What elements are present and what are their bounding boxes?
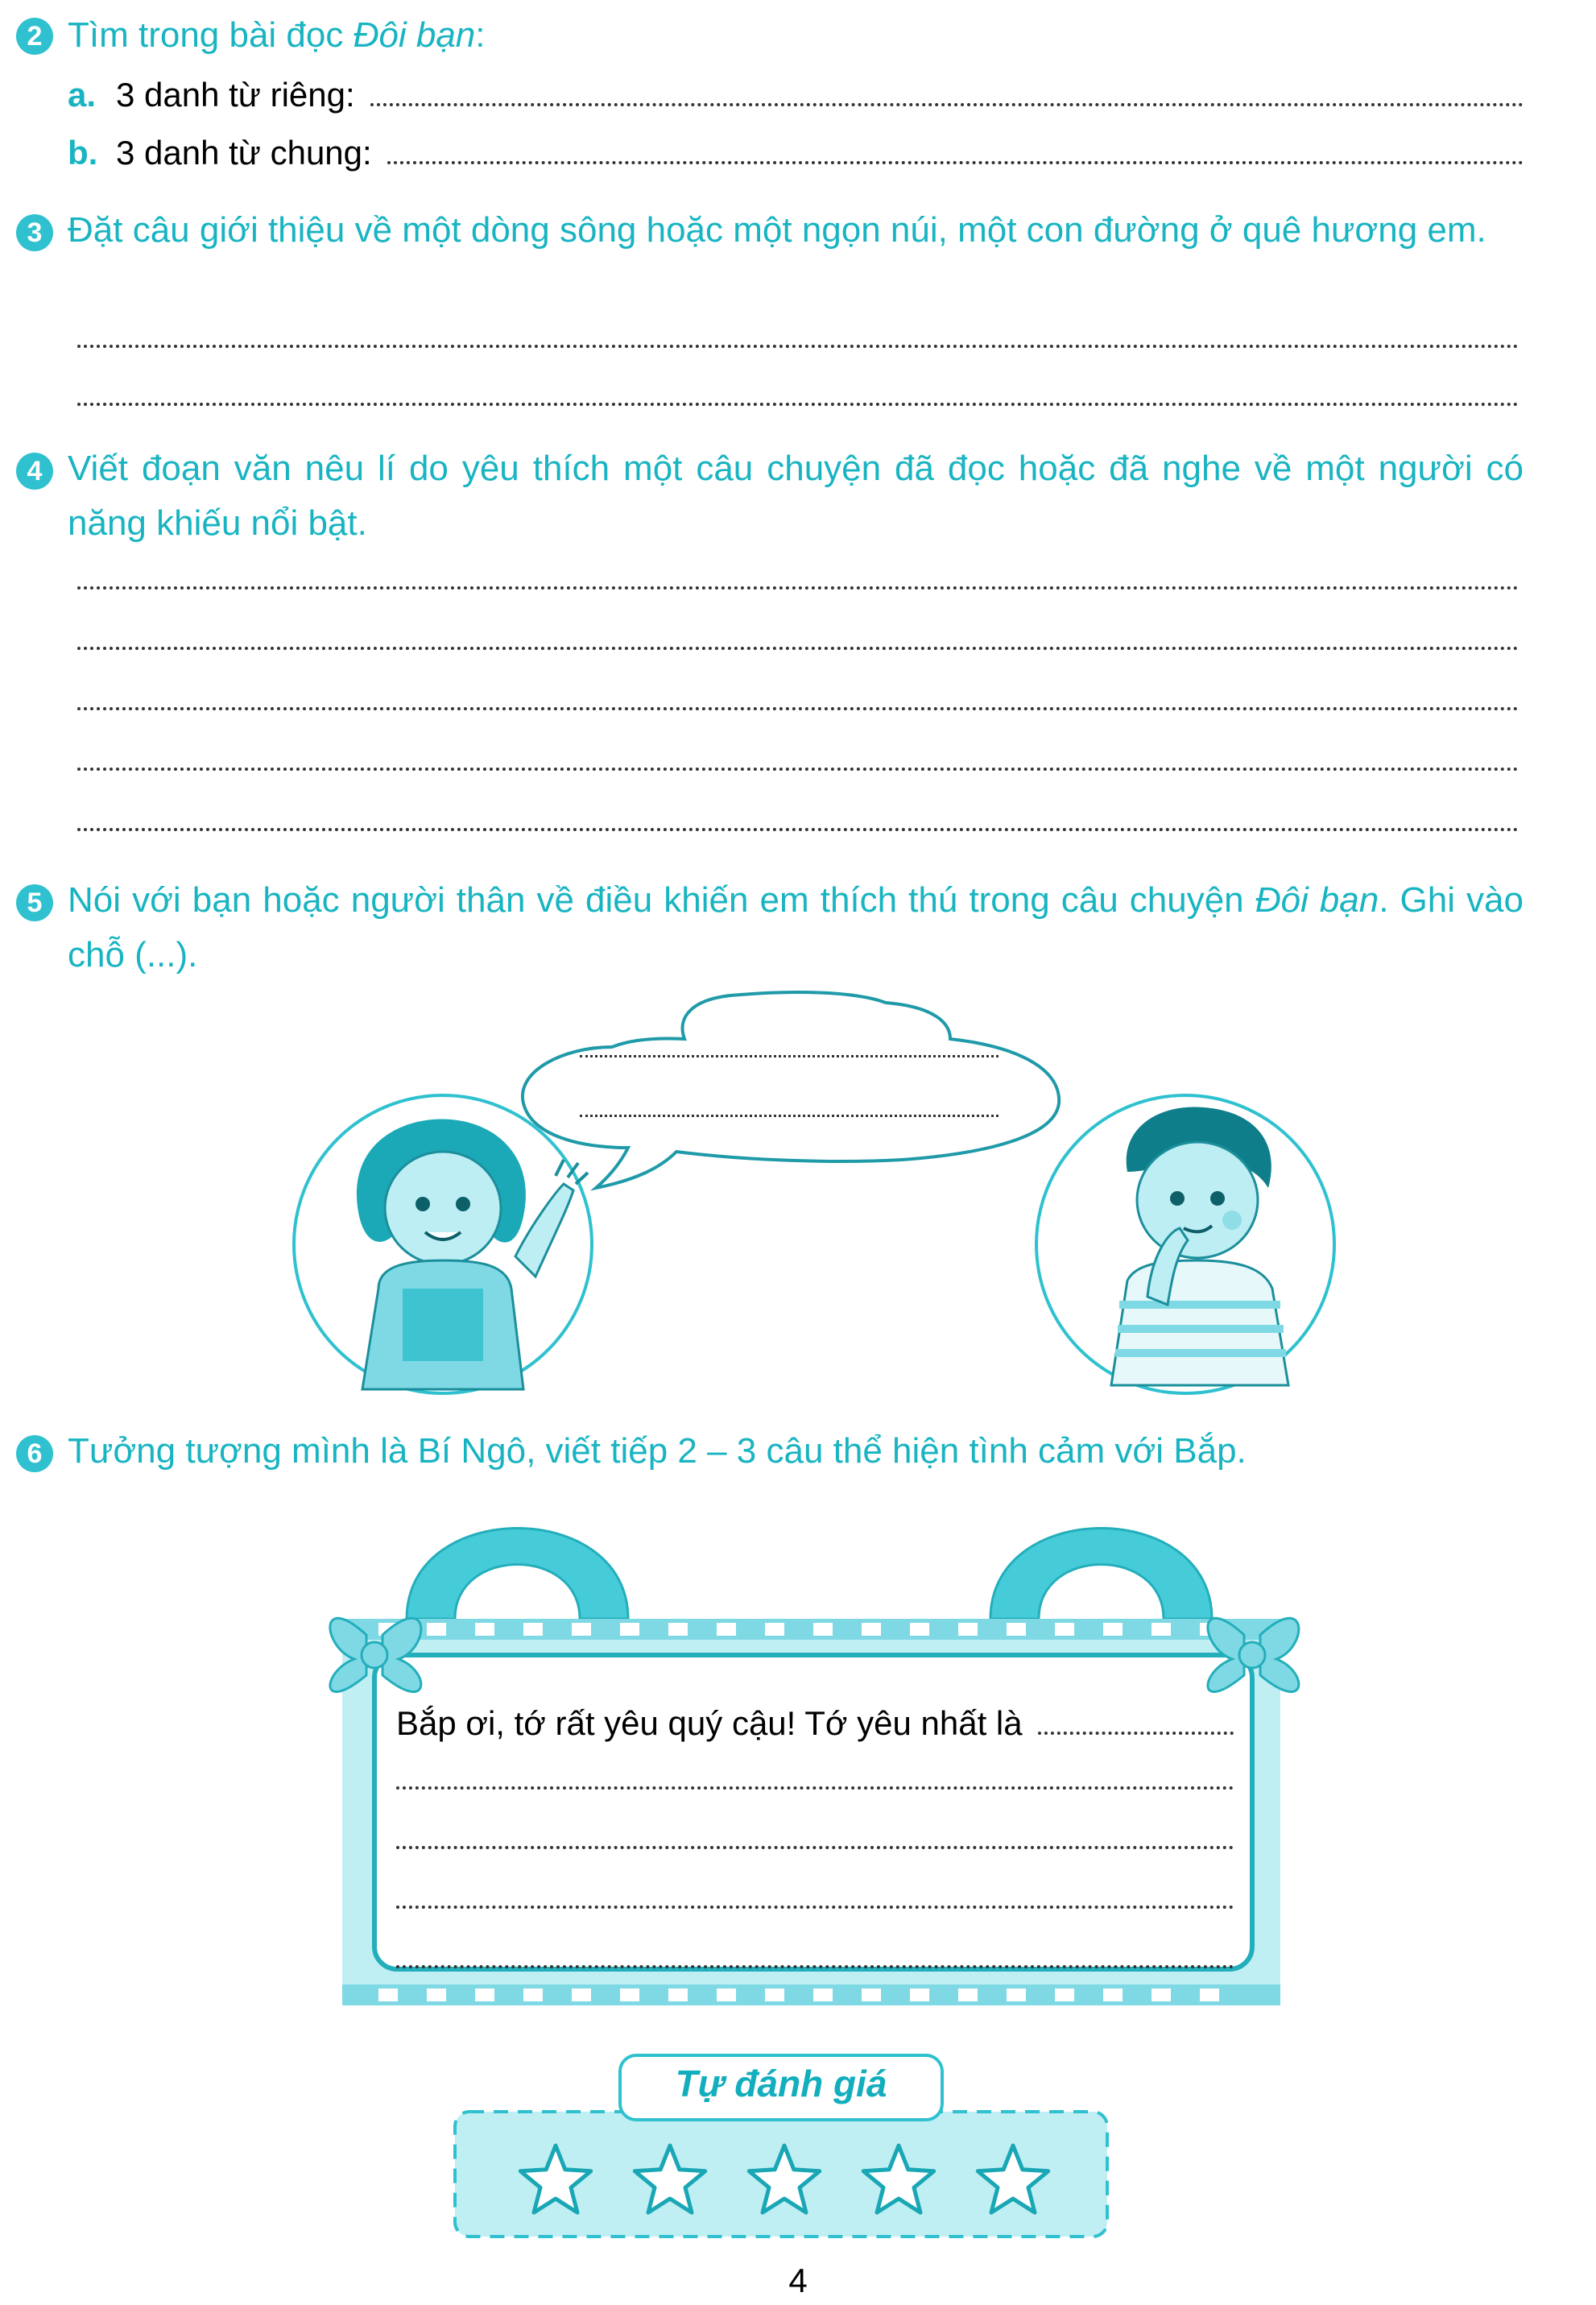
question-number-badge: 6	[16, 1435, 53, 1472]
question-number-badge: 3	[16, 214, 53, 251]
page-number: 4	[788, 2262, 808, 2299]
rating-star-icon[interactable]	[978, 2146, 1048, 2212]
rating-star-icon[interactable]	[635, 2146, 705, 2212]
answer-line-b[interactable]: b. 3 danh từ chung:	[68, 126, 1524, 172]
rating-star-icon[interactable]	[749, 2146, 819, 2212]
rating-star-icon[interactable]	[520, 2146, 590, 2212]
question-prompt: Tưởng tượng mình là Bí Ngô, viết tiếp 2 – 3 câu thể hiện tình cảm với Bắp.	[68, 1431, 1247, 1471]
question-prompt: Đặt câu giới thiệu về một dòng sông hoặc một ngọn núi, một con đường ở quê hương em.	[68, 210, 1486, 250]
answer-line-a[interactable]: a. 3 danh từ riêng:	[68, 68, 1524, 114]
question-prompt: Tìm trong bài đọc Đôi bạn:	[68, 15, 486, 55]
question-number-badge: 5	[16, 884, 53, 921]
question-number-badge: 4	[16, 453, 53, 490]
frame-first-line[interactable]: Bắp ơi, tớ rất yêu quý cậu! Tớ yêu nhất là	[396, 1698, 1234, 1743]
question-prompt: Viết đoạn văn nêu lí do yêu thích một câu chuyện đã đọc hoặc đã nghe về một người có năng khiếu nổi bật.	[68, 449, 1524, 543]
rating-title: Tự đánh giá	[675, 2063, 887, 2104]
rating-star-icon[interactable]	[863, 2146, 933, 2212]
question-prompt: Nói với bạn hoặc người thân về điều khiến em thích thú trong câu chuyện Đôi bạn. Ghi vào chỗ (...).	[68, 880, 1524, 975]
question-number-badge: 2	[16, 18, 53, 55]
